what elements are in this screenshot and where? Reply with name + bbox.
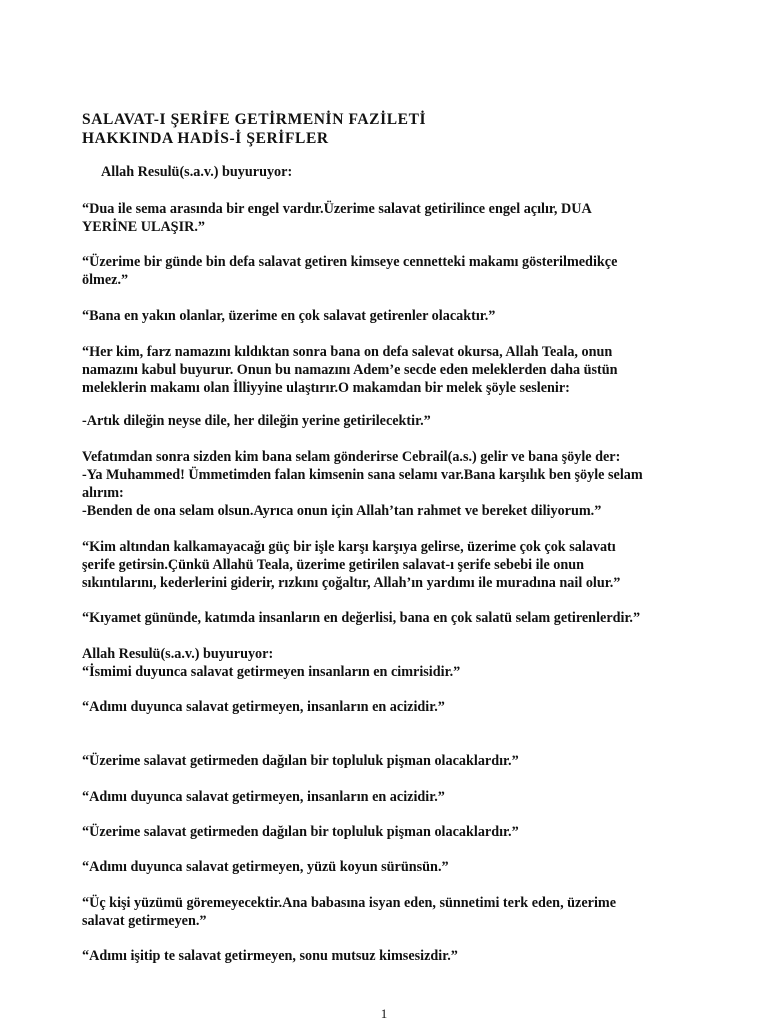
text-line: “Kim altından kalkamayacağı güç bir işle karşı karşıya gelirse, üzerime çok çok salavatı (82, 539, 616, 555)
text-line: -Ya Muhammed! Ümmetimden falan kimsenin sana selamı var.Bana karşılık ben şöyle selam (82, 467, 643, 483)
hadith-paragraph (82, 448, 702, 520)
text-line: “Adımı duyunca salavat getirmeyen, yüzü koyun sürünsün.” (82, 859, 449, 875)
hadith-paragraph (82, 858, 702, 876)
hadith-paragraph (82, 752, 702, 770)
page-number: 1 (380, 1006, 388, 1021)
text-line: “İsmimi duyunca salavat getirmeyen insanların en cimrisidir.” (82, 664, 461, 680)
title-line-1: SALAVAT-I ŞERİFE GETİRMENİN FAZİLETİ (82, 111, 427, 128)
text-line: “Adımı duyunca salavat getirmeyen, insanların en acizidir.” (82, 789, 445, 805)
hadith-paragraph (82, 307, 702, 325)
text-line: Allah Resulü(s.a.v.) buyuruyor: (101, 164, 293, 180)
text-line: “Kıyamet gününde, katımda insanların en değerlisi, bana en çok salatü selam getirenlerdir.” (82, 610, 641, 626)
text-line: salavat getirmeyen.” (82, 913, 207, 929)
hadith-paragraph (82, 343, 702, 397)
hadith-paragraph (82, 645, 702, 681)
text-line: “Dua ile sema arasında bir engel vardır.Üzerime salavat getirilince engel açılır, DUA (82, 201, 592, 217)
hadith-paragraph (82, 894, 702, 930)
hadith-paragraph (82, 412, 702, 430)
text-line: namazını kabul buyurur. Onun bu namazını Adem’e secde eden meleklerden daha üstün (82, 362, 618, 378)
intro-line (101, 163, 721, 181)
hadith-paragraph (82, 253, 702, 289)
text-line: Allah Resulü(s.a.v.) buyuruyor: (82, 646, 274, 662)
text-line: “Bana en yakın olanlar, üzerime en çok salavat getirenler olacaktır.” (82, 308, 496, 324)
text-line: -Artık dileğin neyse dile, her dileğin yerine getirilecektir.” (82, 413, 431, 429)
text-line: alırım: (82, 485, 124, 501)
text-line: “Adımı işitip te salavat getirmeyen, sonu mutsuz kimsesizdir.” (82, 948, 458, 964)
text-line: şerife getirsin.Çünkü Allahü Teala, üzerime getirilen salavat-ı şerife sebebi ile onun (82, 557, 585, 573)
text-line: “Üç kişi yüzümü göremeyecektir.Ana babasına isyan eden, sünnetimi terk eden, üzerime (82, 895, 616, 911)
hadith-paragraph (82, 788, 702, 806)
hadith-paragraph (82, 609, 702, 627)
hadith-paragraph (82, 698, 702, 716)
hadith-paragraph (82, 823, 702, 841)
text-line: YERİNE ULAŞIR.” (82, 219, 205, 235)
hadith-paragraph (82, 538, 702, 592)
text-line: “Üzerime salavat getirmeden dağılan bir topluluk pişman olacaklardır.” (82, 824, 519, 840)
text-line: -Benden de ona selam olsun.Ayrıca onun için Allah’tan rahmet ve bereket diliyorum.” (82, 503, 602, 519)
text-line: sıkıntılarını, kederlerini giderir, rızkını çoğaltır, Allah’ın yardımı ile muradına nail olur.” (82, 575, 621, 591)
document-title (82, 110, 682, 148)
text-line: “Üzerime bir günde bin defa salavat getiren kimseye cennetteki makamı gösterilmedikçe (82, 254, 618, 270)
text-line: meleklerin makamı olan İlliyyine ulaştırır.O makamdan bir melek şöyle seslenir: (82, 380, 570, 396)
title-line-2: HAKKINDA HADİS-İ ŞERİFLER (82, 130, 329, 147)
hadith-paragraph (82, 947, 702, 965)
text-line: ölmez.” (82, 272, 129, 288)
text-line: Vefatımdan sonra sizden kim bana selam gönderirse Cebrail(a.s.) gelir ve bana şöyle der: (82, 449, 621, 465)
text-line: “Üzerime salavat getirmeden dağılan bir topluluk pişman olacaklardır.” (82, 753, 519, 769)
hadith-paragraph (82, 200, 702, 236)
text-line: “Her kim, farz namazını kıldıktan sonra bana on defa salevat okursa, Allah Teala, onun (82, 344, 613, 360)
text-line: “Adımı duyunca salavat getirmeyen, insanların en acizidir.” (82, 699, 445, 715)
